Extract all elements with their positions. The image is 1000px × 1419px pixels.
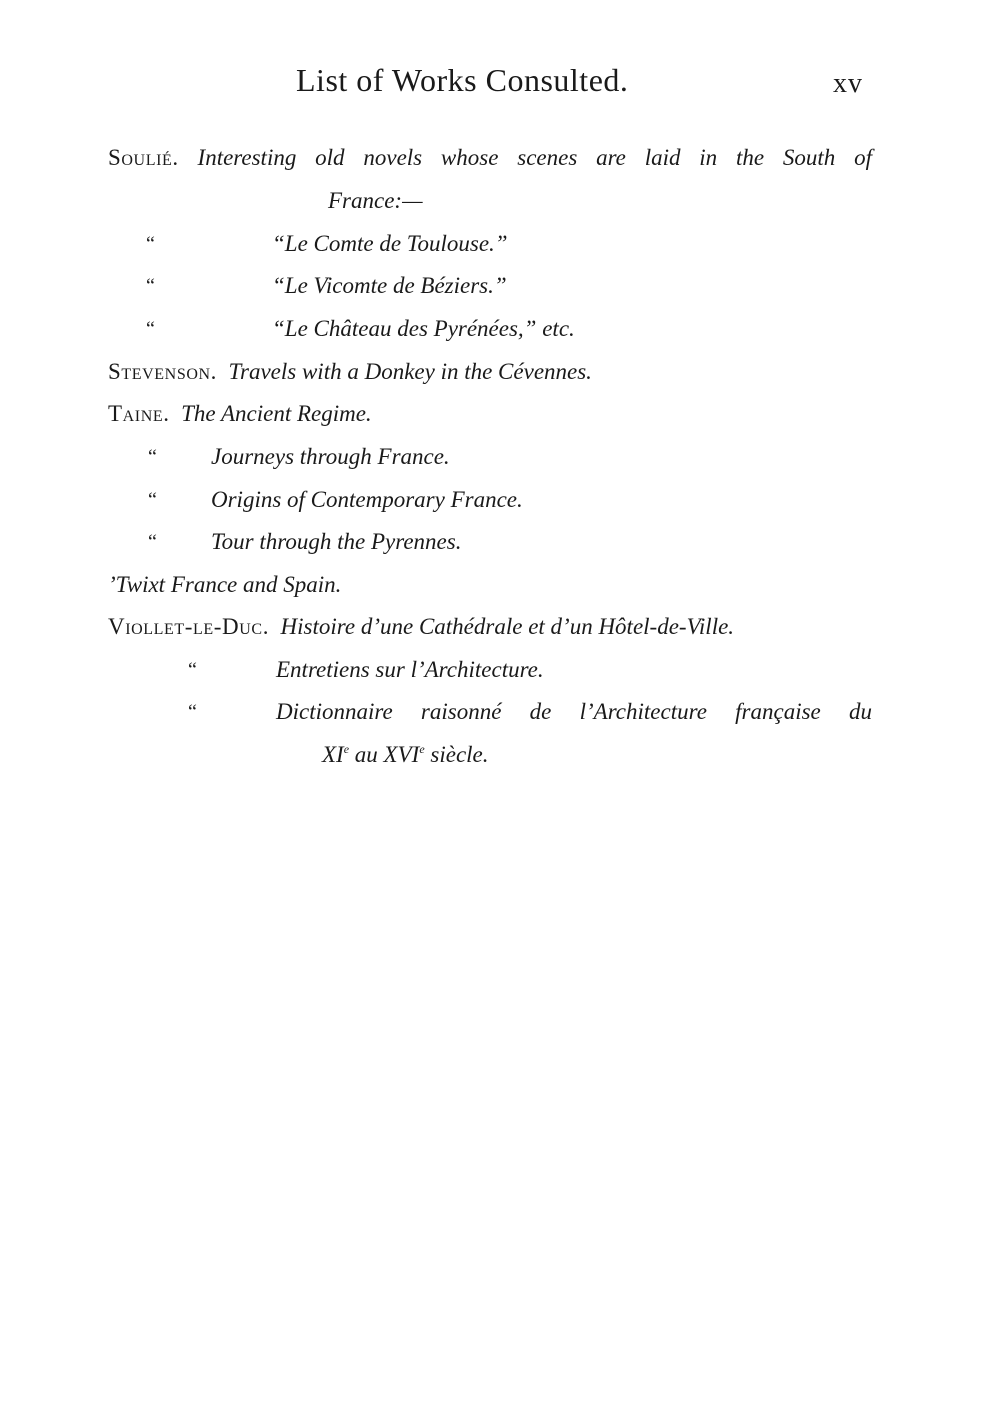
ditto-mark: “ [146, 233, 155, 255]
author-name: Stevenson. [108, 359, 217, 384]
ditto-mark: “ [148, 489, 157, 511]
page-number: xv [833, 68, 863, 99]
author-name: Soulié. [108, 145, 179, 170]
ditto-mark: “ [188, 701, 197, 723]
ditto-mark: “ [146, 318, 155, 340]
work-title-continued: XIe au XVIe siècle. [322, 742, 489, 767]
work-title: “Le Château des Pyrénées,” etc. [272, 316, 575, 341]
author-name: Taine. [108, 401, 170, 426]
work-title: “Le Vicomte de Béziers.” [272, 273, 507, 298]
work-title: Origins of Contemporary France. [211, 487, 523, 512]
entry-viollet-le-duc [108, 612, 734, 642]
ditto-mark: “ [146, 275, 155, 297]
work-title: The Ancient Regime. [181, 401, 372, 426]
work-title: Dictionnaire raisonné de l’Architecture française du [276, 699, 872, 724]
work-title: “Le Comte de Toulouse.” [272, 231, 508, 256]
work-title: Tour through the Pyrennes. [211, 529, 462, 554]
work-title: Interesting old novels whose scenes are laid in the South of [197, 145, 872, 170]
author-name: Viollet-le-Duc. [108, 614, 270, 639]
ditto-mark: “ [188, 659, 197, 681]
work-title: Travels with a Donkey in the Cévennes. [228, 359, 592, 384]
work-title: Journeys through France. [211, 444, 450, 469]
entry-taine [108, 399, 372, 429]
ditto-mark: “ [148, 531, 157, 553]
work-title: Entretiens sur l’Architecture. [276, 657, 544, 682]
page-title: List of Works Consulted. [296, 62, 629, 98]
entry-stevenson [108, 357, 592, 387]
work-title: Histoire d’une Cathédrale et d’un Hôtel-de-Ville. [280, 614, 735, 639]
work-title-continued: France:— [328, 188, 423, 213]
ditto-mark: “ [148, 446, 157, 468]
entry-twixt: ’Twixt France and Spain. [108, 572, 342, 597]
entry-soulie [108, 143, 872, 173]
